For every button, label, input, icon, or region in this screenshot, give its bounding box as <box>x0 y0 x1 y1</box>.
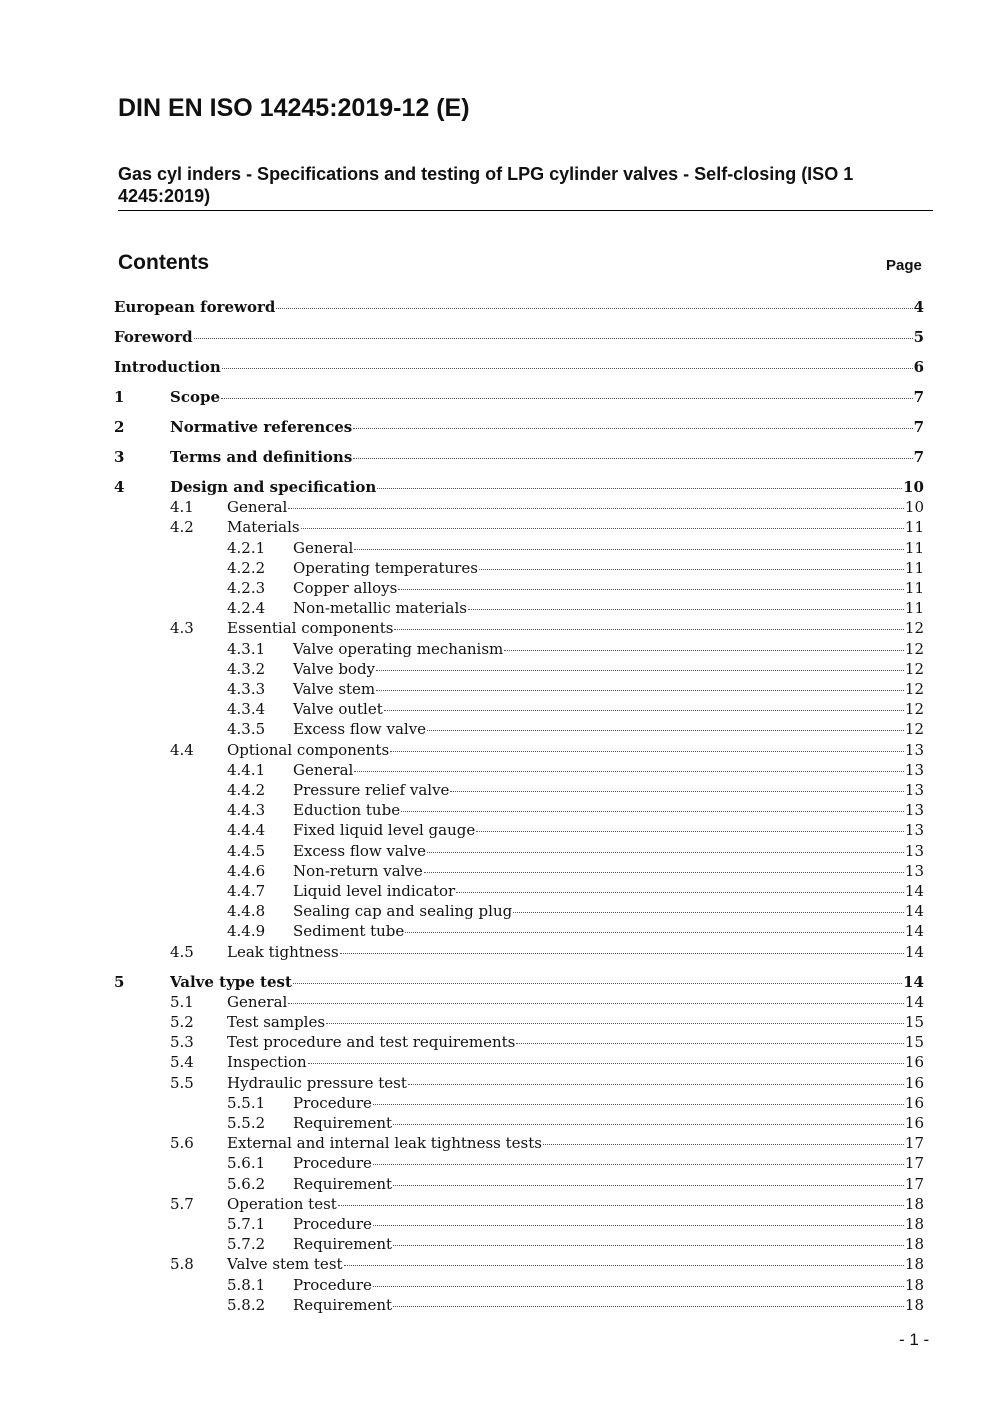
toc-entry-number: 5.1 <box>170 992 194 1011</box>
toc-entry-number: 5 <box>114 972 125 991</box>
toc-dot-leader <box>504 650 904 651</box>
toc-entry[interactable] <box>170 1013 924 1033</box>
toc-dot-leader <box>194 338 913 339</box>
toc-entry-number: 1 <box>114 388 125 406</box>
toc-entry-page: 12 <box>904 659 924 678</box>
toc-entry-title: Requirement <box>293 1114 393 1132</box>
toc-entry[interactable] <box>114 328 924 348</box>
toc-entry-title: Procedure <box>293 1215 372 1233</box>
toc-entry-page: 12 <box>904 720 924 739</box>
toc-dot-leader <box>326 1023 904 1024</box>
page-column-heading: Page <box>886 257 922 274</box>
toc-entry-page: 13 <box>904 781 924 799</box>
toc-entry-title: General <box>227 498 288 517</box>
toc-dot-leader <box>354 771 904 772</box>
toc-entry-title: Inspection <box>227 1053 307 1072</box>
toc-entry-page: 15 <box>904 1033 924 1052</box>
toc-entry-title: Foreword <box>114 328 193 346</box>
toc-entry[interactable] <box>227 599 924 619</box>
toc-entry-title: Materials <box>227 518 300 537</box>
toc-entry-page: 13 <box>904 861 924 880</box>
toc-entry-page: 5 <box>913 328 924 346</box>
toc-entry-title: Valve stem test <box>227 1255 343 1274</box>
toc-entry-title: Procedure <box>293 1154 372 1173</box>
toc-entry-title: Normative references <box>170 418 353 436</box>
toc-entry-number: 5.7.2 <box>227 1235 266 1254</box>
toc-entry[interactable] <box>227 1215 924 1235</box>
toc-entry-page: 12 <box>904 700 924 719</box>
toc-entry-title: European foreword <box>114 298 276 316</box>
toc-entry[interactable] <box>170 1033 924 1053</box>
toc-dot-leader <box>354 549 904 550</box>
toc-entry-title: Sealing cap and sealing plug <box>293 902 513 921</box>
toc-entry[interactable] <box>170 1134 924 1154</box>
toc-entry-number: 5.6.2 <box>227 1174 266 1193</box>
toc-dot-leader <box>424 872 904 873</box>
toc-entry-number: 4.2.4 <box>227 599 266 618</box>
toc-entry-title: Requirement <box>293 1295 393 1314</box>
toc-entry-number: 4.4 <box>170 740 194 759</box>
toc-dot-leader <box>340 953 904 954</box>
toc-dot-leader <box>408 1084 904 1085</box>
toc-entry-title: Fixed liquid level gauge <box>293 821 476 840</box>
toc-entry-page: 12 <box>904 680 924 698</box>
toc-dot-leader <box>376 690 904 691</box>
toc-entry-number: 4.4.8 <box>227 902 266 921</box>
toc-entry-page: 18 <box>904 1295 924 1314</box>
toc-entry[interactable] <box>227 1235 924 1255</box>
toc-entry-title: Essential components <box>227 619 394 638</box>
toc-entry-number: 5.7.1 <box>227 1215 266 1233</box>
toc-entry-number: 5.2 <box>170 1013 194 1031</box>
toc-entry-number: 4.4.6 <box>227 861 266 880</box>
toc-entry-title: Optional components <box>227 740 390 759</box>
toc-entry[interactable] <box>170 1074 924 1094</box>
toc-entry-page: 7 <box>913 388 924 406</box>
toc-entry-title: Excess flow valve <box>293 841 427 860</box>
toc-entry-number: 5.5 <box>170 1073 194 1092</box>
toc-entry-number: 5.8.2 <box>227 1295 266 1314</box>
toc-entry-page: 13 <box>904 740 924 759</box>
document-subtitle: Gas cyl inders - Specifications and testing of LPG cylinder valves - Self-closing (ISO 1 4245:2019) <box>118 164 854 206</box>
toc-entry[interactable] <box>227 922 924 942</box>
toc-entry-page: 18 <box>904 1255 924 1274</box>
toc-entry-title: Non-return valve <box>293 861 423 880</box>
toc-dot-leader <box>398 589 904 590</box>
toc-entry-title: External and internal leak tightness tests <box>227 1134 542 1153</box>
toc-entry-page: 11 <box>904 599 924 618</box>
toc-entry-page: 10 <box>903 478 924 496</box>
toc-entry-page: 13 <box>904 801 924 820</box>
toc-dot-leader <box>405 932 904 933</box>
toc-entry[interactable] <box>227 559 924 579</box>
toc-entry-page: 16 <box>904 1093 924 1112</box>
footer-page-number: - 1 - <box>899 1330 930 1349</box>
toc-entry[interactable] <box>170 943 924 963</box>
toc-entry[interactable] <box>227 700 924 720</box>
toc-entry-page: 16 <box>904 1073 924 1092</box>
toc-entry[interactable] <box>114 388 924 408</box>
toc-entry-title: Valve body <box>293 659 376 678</box>
toc-entry-title: Leak tightness <box>227 942 339 961</box>
toc-entry[interactable] <box>114 973 924 993</box>
toc-dot-leader <box>384 710 904 711</box>
toc-dot-leader <box>222 368 913 369</box>
toc-entry-number: 4.4.1 <box>227 760 266 779</box>
toc-entry[interactable] <box>227 579 924 599</box>
toc-dot-leader <box>344 1265 904 1266</box>
toc-entry-page: 12 <box>904 619 924 638</box>
toc-entry[interactable] <box>227 680 924 700</box>
toc-dot-leader <box>393 1124 904 1125</box>
toc-entry[interactable] <box>227 801 924 821</box>
toc-entry-page: 18 <box>904 1275 924 1294</box>
toc-entry-title: Valve operating mechanism <box>293 639 504 658</box>
toc-entry-number: 4.2.2 <box>227 558 266 577</box>
toc-entry-title: Pressure relief valve <box>293 781 450 799</box>
toc-entry-page: 16 <box>904 1053 924 1072</box>
toc-entry-number: 4.5 <box>170 942 194 961</box>
toc-entry-page: 7 <box>913 418 924 436</box>
toc-dot-leader <box>516 1043 904 1044</box>
toc-entry-number: 5.8 <box>170 1255 194 1274</box>
toc-entry-page: 11 <box>904 558 924 577</box>
toc-dot-leader <box>353 458 912 459</box>
toc-entry-title: Test procedure and test requirements <box>227 1033 516 1052</box>
toc-entry[interactable] <box>227 821 924 841</box>
toc-entry[interactable] <box>227 1094 924 1114</box>
toc-entry-page: 17 <box>904 1134 924 1153</box>
document-id: DIN EN ISO 14245:2019-12 (E) <box>118 94 470 122</box>
toc-entry[interactable] <box>227 640 924 660</box>
toc-entry-number: 4.4.3 <box>227 801 266 820</box>
toc-entry-page: 10 <box>904 498 924 517</box>
toc-entry[interactable] <box>227 1276 924 1296</box>
toc-entry-page: 18 <box>904 1235 924 1254</box>
toc-entry-title: Valve stem <box>293 680 376 698</box>
toc-entry-title: Introduction <box>114 358 221 376</box>
toc-entry-number: 4 <box>114 478 125 496</box>
toc-entry[interactable] <box>114 418 924 438</box>
toc-entry[interactable] <box>170 518 924 538</box>
toc-entry[interactable] <box>227 660 924 680</box>
toc-entry-number: 4.3 <box>170 619 194 638</box>
toc-dot-leader <box>456 892 904 893</box>
toc-entry-number: 5.6.1 <box>227 1154 266 1173</box>
toc-entry-number: 4.2.1 <box>227 538 266 557</box>
toc-entry-title: General <box>293 538 354 557</box>
toc-dot-leader <box>393 1245 904 1246</box>
toc-entry-title: General <box>293 760 354 779</box>
toc-entry-number: 4.1 <box>170 498 194 517</box>
toc-entry-page: 11 <box>904 518 924 537</box>
toc-dot-leader <box>308 1063 904 1064</box>
toc-entry-page: 7 <box>913 448 924 466</box>
toc-entry-number: 5.3 <box>170 1033 194 1052</box>
toc-entry-number: 4.2 <box>170 518 194 537</box>
toc-entry-page: 13 <box>904 821 924 840</box>
toc-entry-number: 5.7 <box>170 1194 194 1213</box>
toc-entry-page: 16 <box>904 1114 924 1132</box>
toc-entry[interactable] <box>227 1154 924 1174</box>
toc-entry-number: 4.4.7 <box>227 882 266 900</box>
toc-dot-leader <box>338 1205 904 1206</box>
toc-entry-number: 5.5.2 <box>227 1114 266 1132</box>
toc-entry[interactable] <box>170 1255 924 1275</box>
toc-entry[interactable] <box>170 993 924 1013</box>
toc-entry[interactable] <box>227 902 924 922</box>
toc-entry[interactable] <box>227 1114 924 1134</box>
toc-entry[interactable] <box>227 1175 924 1195</box>
toc-entry-number: 5.6 <box>170 1134 194 1153</box>
toc-entry-title: Copper alloys <box>293 579 398 597</box>
toc-dot-leader <box>450 791 903 792</box>
toc-entry-title: Excess flow valve <box>293 720 427 739</box>
toc-dot-leader <box>221 398 913 399</box>
toc-entry-title: Requirement <box>293 1174 393 1193</box>
toc-entry-title: Test samples <box>227 1013 326 1031</box>
toc-entry-page: 14 <box>904 882 924 900</box>
toc-entry-page: 17 <box>904 1154 924 1173</box>
toc-entry-title: Valve outlet <box>293 700 383 719</box>
toc-entry-page: 6 <box>913 358 924 376</box>
toc-entry[interactable] <box>170 498 924 518</box>
toc-dot-leader <box>394 629 903 630</box>
toc-entry-number: 4.2.3 <box>227 579 266 597</box>
toc-entry-number: 4.4.5 <box>227 841 266 860</box>
toc-entry[interactable] <box>227 781 924 801</box>
toc-dot-leader <box>393 1306 904 1307</box>
toc-entry-number: 4.3.2 <box>227 659 266 678</box>
toc-dot-leader <box>390 751 904 752</box>
toc-entry-title: Liquid level indicator <box>293 882 456 900</box>
toc-entry-title: Valve type test <box>170 972 292 991</box>
toc-entry[interactable] <box>227 1296 924 1316</box>
toc-dot-leader <box>373 1225 904 1226</box>
toc-entry[interactable] <box>227 842 924 862</box>
toc-entry-page: 14 <box>904 942 924 961</box>
toc-entry[interactable] <box>227 862 924 882</box>
toc-dot-leader <box>401 811 904 812</box>
toc-entry-number: 4.3.3 <box>227 680 266 698</box>
toc-dot-leader <box>288 508 904 509</box>
toc-entry-page: 18 <box>904 1194 924 1213</box>
toc-entry-title: Requirement <box>293 1235 393 1254</box>
toc-entry-title: Operating temperatures <box>293 558 478 577</box>
toc-entry-title: Sediment tube <box>293 922 405 941</box>
toc-entry-page: 15 <box>904 1013 924 1031</box>
toc-dot-leader <box>353 428 912 429</box>
toc-dot-leader <box>377 488 902 489</box>
toc-entry-page: 14 <box>904 902 924 921</box>
toc-entry-page: 11 <box>904 538 924 557</box>
toc-entry-page: 11 <box>904 579 924 597</box>
toc-entry-title: Non-metallic materials <box>293 599 467 618</box>
toc-entry[interactable] <box>170 1195 924 1215</box>
toc-entry-title: Scope <box>170 388 221 406</box>
toc-entry-title: Hydraulic pressure test <box>227 1073 407 1092</box>
toc-entry[interactable] <box>170 619 924 639</box>
toc-dot-leader <box>373 1286 904 1287</box>
toc-entry-title: Eduction tube <box>293 801 401 820</box>
toc-entry-title: Procedure <box>293 1275 372 1294</box>
toc-entry[interactable] <box>170 1053 924 1073</box>
toc-entry-title: Design and specification <box>170 478 377 496</box>
toc-entry-number: 5.5.1 <box>227 1093 266 1112</box>
toc-entry[interactable] <box>114 448 924 468</box>
toc-entry-page: 17 <box>904 1174 924 1193</box>
toc-entry-page: 13 <box>904 760 924 779</box>
toc-entry-number: 4.3.1 <box>227 639 266 658</box>
toc-dot-leader <box>301 528 904 529</box>
toc-dot-leader <box>373 1104 904 1105</box>
toc-entry-page: 14 <box>904 922 924 941</box>
toc-entry[interactable] <box>170 741 924 761</box>
toc-dot-leader <box>476 831 904 832</box>
toc-dot-leader <box>427 730 904 731</box>
toc-entry[interactable] <box>227 761 924 781</box>
toc-dot-leader <box>468 609 904 610</box>
toc-entry[interactable] <box>114 358 924 378</box>
toc-entry-number: 2 <box>114 418 125 436</box>
toc-dot-leader <box>276 308 912 309</box>
toc-entry-number: 4.4.2 <box>227 781 266 799</box>
toc-dot-leader <box>373 1164 904 1165</box>
toc-dot-leader <box>293 983 902 984</box>
toc-dot-leader <box>479 569 904 570</box>
toc-entry-number: 4.4.4 <box>227 821 266 840</box>
toc-entry-title: Operation test <box>227 1194 337 1213</box>
toc-entry-number: 5.8.1 <box>227 1275 266 1294</box>
toc-entry-title: General <box>227 992 288 1011</box>
toc-entry[interactable] <box>227 539 924 559</box>
toc-entry-number: 5.4 <box>170 1053 194 1072</box>
toc-dot-leader <box>288 1003 904 1004</box>
contents-heading: Contents <box>118 251 209 274</box>
toc-entry-page: 14 <box>904 992 924 1011</box>
toc-entry[interactable] <box>227 882 924 902</box>
toc-entry-title: Procedure <box>293 1093 372 1112</box>
toc-entry-number: 3 <box>114 448 125 466</box>
toc-entry-page: 13 <box>904 841 924 860</box>
toc-dot-leader <box>543 1144 904 1145</box>
toc-dot-leader <box>513 912 904 913</box>
toc-entry[interactable] <box>114 478 924 498</box>
toc-entry-number: 4.3.4 <box>227 700 266 719</box>
toc-entry-page: 4 <box>913 298 924 316</box>
toc-entry-page: 14 <box>903 972 924 991</box>
toc-entry-title: Terms and definitions <box>170 448 353 466</box>
toc-entry[interactable] <box>227 720 924 740</box>
toc-entry-number: 4.3.5 <box>227 720 266 739</box>
toc-entry-number: 4.4.9 <box>227 922 266 941</box>
toc-entry-page: 12 <box>904 639 924 658</box>
toc-dot-leader <box>427 852 904 853</box>
toc-dot-leader <box>376 670 904 671</box>
toc-dot-leader <box>393 1185 904 1186</box>
toc-entry-page: 18 <box>904 1215 924 1233</box>
toc-entry[interactable] <box>114 298 924 318</box>
